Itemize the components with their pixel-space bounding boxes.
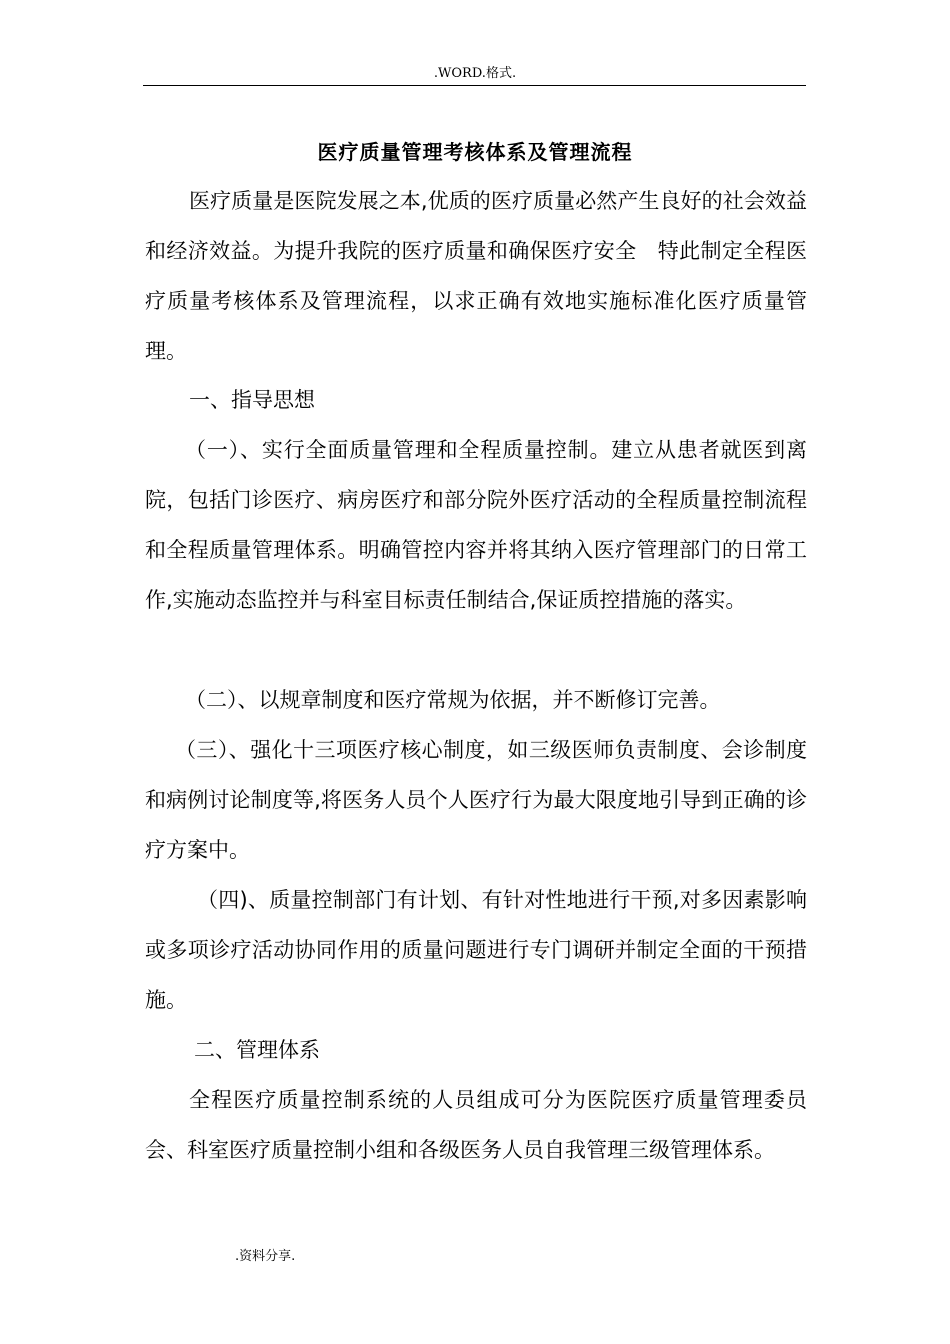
paragraph-item-1: （一）、实行全面质量管理和全程质量控制。建立从患者就医到离院，包括门诊医疗、病房医疗和部分院外医疗活动的全程质量控制流程和全程质量管理体系。明确管控内容并将其纳入医疗管理部门的日常工作,实施动态监控并与科室目标责任制结合,保证质控措施的落实。 (145, 438, 807, 612)
paragraph-management-system: 全程医疗质量控制系统的人员组成可分为医院医疗质量管理委员会、科室医疗质量控制小组和各级医务人员自我管理三级管理体系。 (145, 1088, 807, 1162)
paragraph-item-2: （二）、以规章制度和医疗常规为依据，并不断修订完善。 (185, 688, 721, 712)
section-heading-management-system: 二、管理体系 (194, 1038, 320, 1062)
page-header: .WORD.格式. (433, 66, 517, 81)
page-footer: .资料分享. (235, 1249, 296, 1264)
section-heading-guiding-ideology: 一、指导思想 (189, 388, 315, 412)
intro-paragraph: 医疗质量是医院发展之本,优质的医疗质量必然产生良好的社会效益和经济效益。为提升我院的医疗质量和确保医疗安全 特此制定全程医疗质量考核体系及管理流程，以求正确有效地实施标准化医疗质量管理。 (145, 189, 807, 363)
paragraph-item-3: （三）、强化十三项医疗核心制度，如三级医师负责制度、会诊制度和病例讨论制度等,将医务人员个人医疗行为最大限度地引导到正确的诊疗方案中。 (145, 738, 807, 862)
header-rule (143, 85, 806, 86)
paragraph-item-4: （四)、质量控制部门有计划、有针对性地进行干预,对多因素影响或多项诊疗活动协同作用的质量问题进行专门调研并制定全面的干预措施。 (145, 888, 807, 1012)
document-title: 医疗质量管理考核体系及管理流程 (317, 140, 633, 164)
